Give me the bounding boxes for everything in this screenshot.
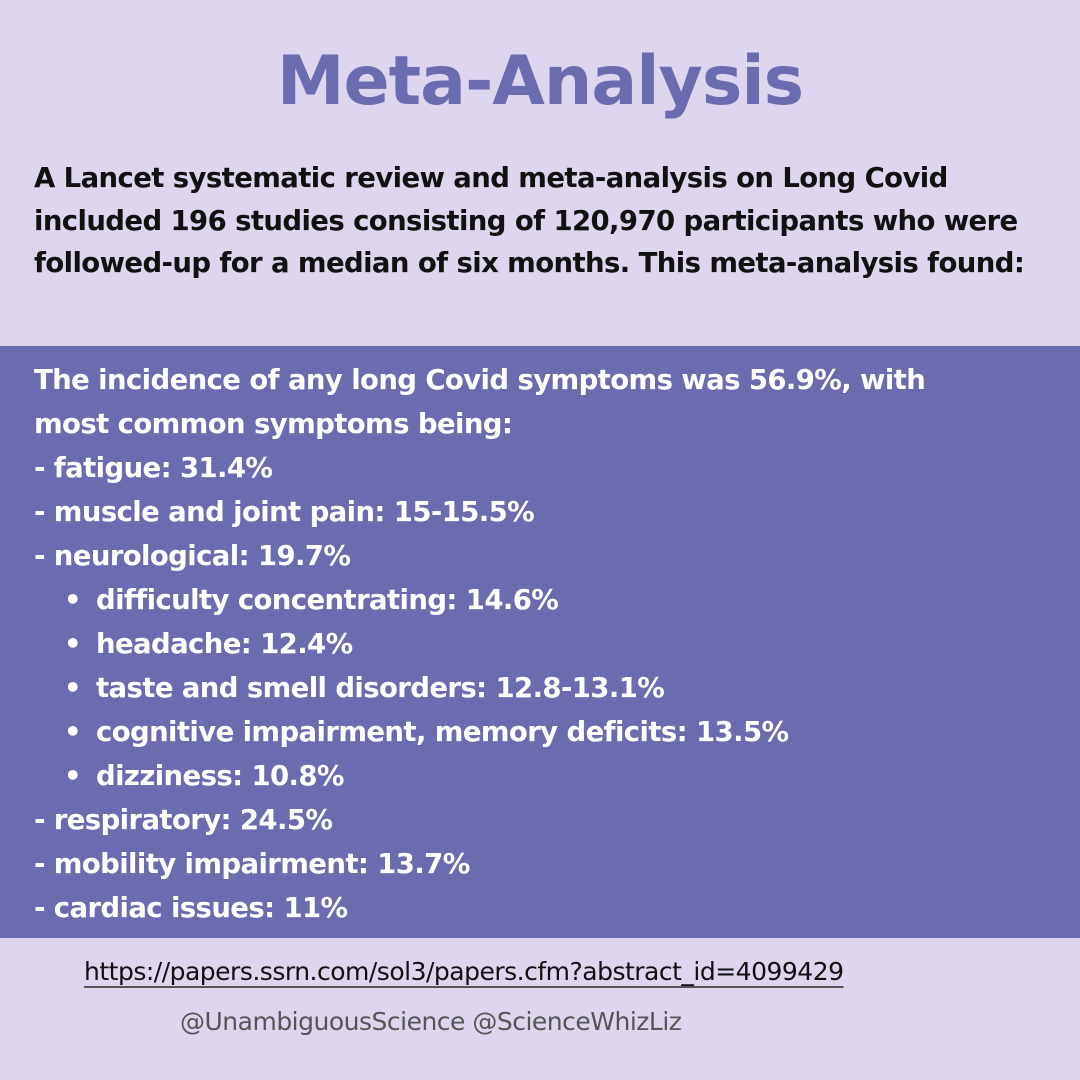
subfinding-label: taste and smell disorders: 12.8-13.1% <box>96 672 665 704</box>
bullet-icon: • <box>64 760 81 792</box>
subfinding-label: headache: 12.4% <box>96 628 353 660</box>
subfinding-label: difficulty concentrating: 14.6% <box>96 584 559 616</box>
bullet-icon: • <box>64 584 81 616</box>
subfinding-dizziness <box>34 754 1064 798</box>
subfinding-label: dizziness: 10.8% <box>96 760 344 792</box>
social-handles: @UnambiguousScience @ScienceWhizLiz <box>180 1007 682 1036</box>
finding-cardiac-issues: - cardiac issues: 11% <box>34 892 348 924</box>
findings-lead-line-1: The incidence of any long Covid symptoms was 56.9%, with <box>34 364 926 396</box>
finding-muscle-joint-pain: - muscle and joint pain: 15-15.5% <box>34 496 535 528</box>
source-link[interactable]: https://papers.ssrn.com/sol3/papers.cfm?abstract_id=4099429 <box>84 957 844 986</box>
intro-paragraph: A Lancet systematic review and meta-analysis on Long Covid included 196 studies consisting of 120,970 participants who were followed-up for a median of six months. This meta-analysis found: <box>34 162 1025 279</box>
finding-mobility-impairment: - mobility impairment: 13.7% <box>34 848 470 880</box>
subfinding-cognitive-impairment <box>34 710 1064 754</box>
findings-lead-line-2: most common symptoms being: <box>34 408 513 440</box>
findings-list <box>34 358 1064 930</box>
subfinding-difficulty-concentrating <box>34 578 1064 622</box>
finding-respiratory: - respiratory: 24.5% <box>34 804 333 836</box>
bullet-icon: • <box>64 716 81 748</box>
bullet-icon: • <box>64 628 81 660</box>
subfinding-label: cognitive impairment, memory deficits: 13.5% <box>96 716 789 748</box>
subfinding-headache <box>34 622 1064 666</box>
subfinding-taste-smell <box>34 666 1064 710</box>
bullet-icon: • <box>64 672 81 704</box>
finding-neurological: - neurological: 19.7% <box>34 540 351 572</box>
page-title: Meta-Analysis <box>276 42 804 121</box>
finding-fatigue: - fatigue: 31.4% <box>34 452 273 484</box>
